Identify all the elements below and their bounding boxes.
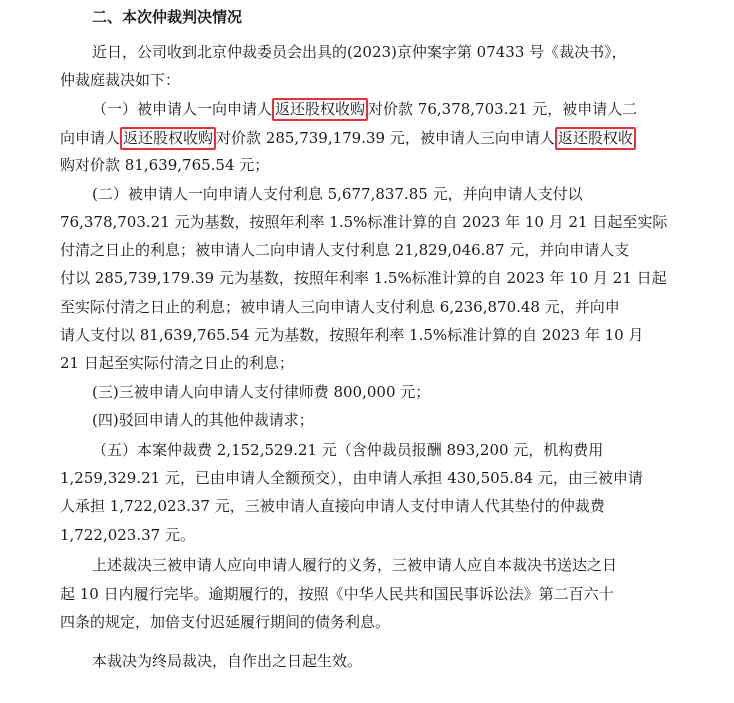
item2-line: 21 日起至实际付清之日止的利息； [60,354,294,372]
item2-line: 至实际付清之日止的利息；被申请人三向申请人支付利息 6,236,870.48 元，并向申 [60,298,620,316]
item2-line: 76,378,703.21 元为基数，按照年利率 1.5%标准计算的自 2023 年 10 月 21 日起至实际 [60,213,668,231]
item2-line: (二）被申请人一向申请人支付利息 5,677,837.85 元，并向申请人支付以 [92,185,583,203]
item1-text: 对价款 76,378,703.21 元，被申请人二 [368,100,638,118]
item1-text: （一）被申请人一向申请人 [92,100,273,118]
highlight-box: 返还股权收 [555,127,636,150]
item5-line: 1,722,023.37 元。 [60,526,195,544]
item1-text: 对价款 285,739,179.39 元，被申请人三向申请人 [216,129,555,147]
closing-line: 上述裁决三被申请人应向申请人履行的义务，三被申请人应自本裁决书送达之日 [92,556,618,574]
item1-text: 向申请人 [60,129,121,147]
item2-line: 请人支付以 81,639,765.54 元为基数，按照年利率 1.5%标准计算的自 2023 年 10 月 [60,326,644,344]
item2-line: 付清之日止的利息；被申请人二向申请人支付利息 21,829,046.87 元，并向申请人支 [60,241,630,259]
item1-line-2 [60,127,636,150]
highlight-box: 返还股权收购 [120,127,216,150]
item2-line: 付以 285,739,179.39 元为基数，按照年利率 1.5%标准计算的自 2023 年 10 月 21 日起 [60,269,667,287]
item5-line: 1,259,329.21 元，已由申请人全额预交），由申请人承担 430,505.84 元，由三被申请 [60,469,643,487]
intro-line-2: 仲裁庭裁决如下： [60,71,181,89]
highlight-box: 返还股权收购 [272,98,368,121]
item1-line-3: 购对价款 81,639,765.54 元； [60,156,270,174]
closing-line: 起 10 日内履行完毕。逾期履行的，按照《中华人民共和国民事诉讼法》第二百六十 [60,585,614,603]
item3-line: (三)三被申请人向申请人支付律师费 800,000 元； [92,383,431,401]
item1-line-1 [92,98,637,121]
item4-line: (四)驳回申请人的其他仲裁请求； [92,411,314,429]
item5-line: 人承担 1,722,023.37 元，三被申请人直接向申请人支付申请人代其垫付的仲裁费 [60,497,605,515]
item5-line: （五）本案仲裁费 2,152,529.21 元（含仲裁员报酬 893,200 元，机构费用 [92,441,604,459]
section-heading: 二、本次仲裁判决情况 [92,8,243,26]
closing-line: 四条的规定，加倍支付迟延履行期间的债务利息。 [60,613,391,631]
intro-line-1: 近日，公司收到北京仲裁委员会出具的(2023)京仲案字第 07433 号《裁决书》， [92,43,627,61]
final-statement: 本裁决为终局裁决，自作出之日起生效。 [92,652,363,670]
